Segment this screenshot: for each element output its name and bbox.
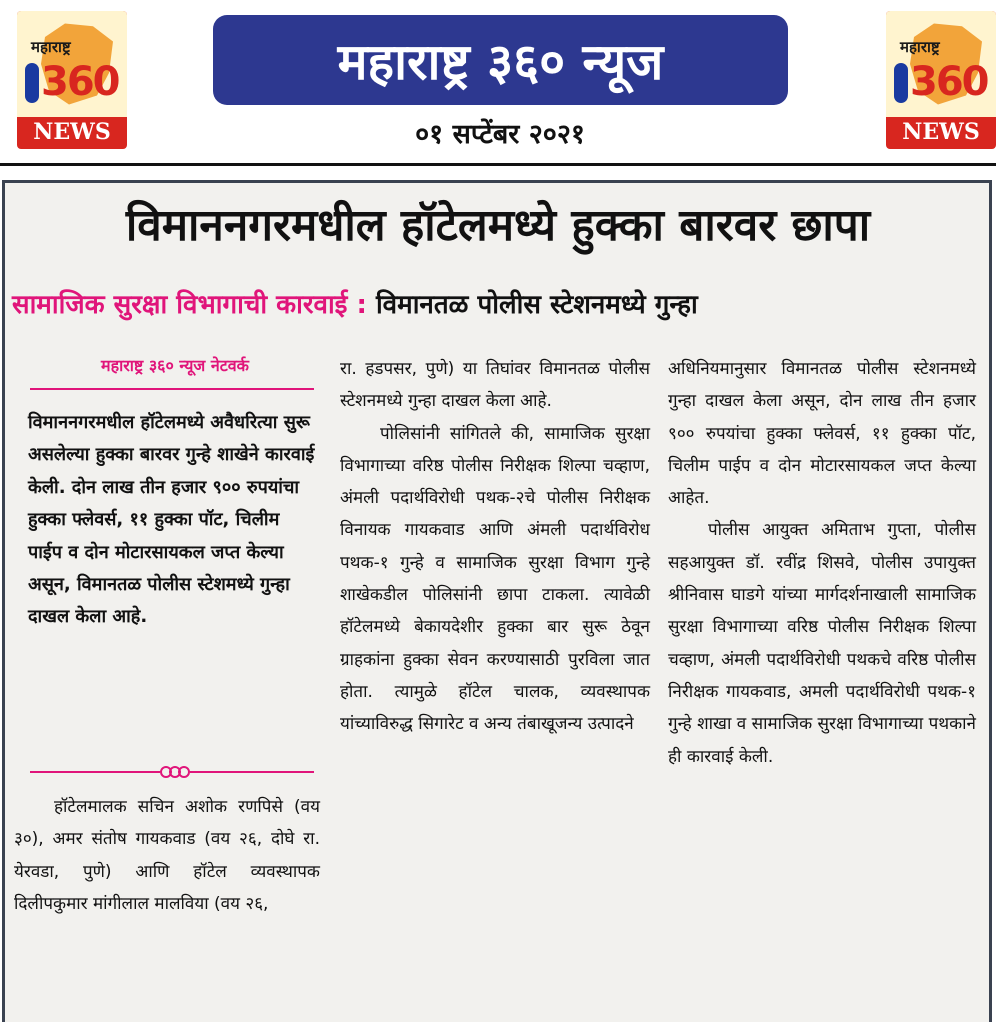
logo-state-text: महाराष्ट्र	[900, 38, 940, 56]
subhead-section: सामाजिक सुरक्षा विभागाची कारवाई :	[12, 290, 367, 320]
column-2-paragraph-2: पोलिसांनी सांगितले की, सामाजिक सुरक्षा विभागाच्या वरिष्ठ पोलीस निरीक्षक शिल्पा चव्हाण, अंमली पदार्थविरोधी पथक-२चे पोलीस निरीक्षक विनायक गायकवाड आणि अंमली पदार्थविरोध पथक-१ गुन्हे व सामाजिक सुरक्षा विभाग गुन्हे शाखेकडील पोलिसांनी छापा टाकला. त्यावेळी हॉटेलमध्ये बेकायदेशीर हुक्का बार सुरू ठेवून ग्राहकांना हुक्का सेवन करण्यासाठी पुरविला जात होता. त्यामुळे हॉटेल चालक, व्यवस्थापक यांच्याविरुद्ध सिगारेट व अन्य तंबाखूजन्य उत्पादने	[340, 423, 650, 735]
column-3	[668, 353, 976, 773]
article-headline: विमाननगरमधील हॉटेलमध्ये हुक्का बारवर छापा	[125, 200, 871, 251]
microphone-icon	[894, 63, 908, 103]
column-3-paragraph-2: पोलीस आयुक्त अमिताभ गुप्ता, पोलीस सहआयुक्त डॉ. रवींद्र शिसवे, पोलीस उपायुक्त श्रीनिवास घाडगे यांच्या मार्गदर्शनाखाली सामाजिक सुरक्षा विभागाच्या वरिष्ठ पोलीस निरीक्षक शिल्पा चव्हाण, अंमली पदार्थविरोधी पथकचे वरिष्ठ पोलीस निरीक्षक गायकवाड, अमली पदार्थविरोधी पथक-१ गुन्हे शाखा व सामाजिक सुरक्षा विभागाच्या पथकाने ही कारवाई केली.	[668, 520, 976, 767]
masthead-divider	[0, 163, 996, 166]
column-1-paragraph: हॉटेलमालक सचिन अशोक रणपिसे (वय ३०), अमर संतोष गायकवाड (वय २६, दोघे रा. येरवडा, पुणे) आणि हॉटेल व्यवस्थापक दिलीपकुमार मांगीलाल मालविया (वय २६,	[14, 797, 320, 914]
microphone-icon	[25, 63, 39, 103]
intro-paragraph: विमाननगरमधील हॉटेलमध्ये अवैधरित्या सुरू असलेल्या हुक्का बारवर गुन्हे शाखेने कारवाई केली. दोन लाख तीन हजार ९०० रुपयांचा हुक्का फ्लेवर्स, ११ हुक्का पॉट, चिलीम पाईप व दोन मोटारसायकल जप्त केल्या असून, विमानतळ पोलीस स्टेशमध्ये गुन्हा दाखल केला आहे.	[28, 412, 315, 628]
logo-number: 360	[41, 59, 119, 105]
column-3-paragraph-1: अधिनियमानुसार विमानतळ पोलीस स्टेशनमध्ये गुन्हा दाखल केला असून, दोन लाख तीन हजार ९०० रुपयांचा हुक्का फ्लेवर्स, ११ हुक्का पॉट, चिलीम पाईप व दोन मोटारसायकल जप्त केल्या आहेत.	[668, 359, 976, 509]
column-2-paragraph-1: रा. हडपसर, पुणे) या तिघांवर विमानतळ पोलीस स्टेशनमध्ये गुन्हा दाखल केला आहे.	[340, 359, 650, 412]
ornament-icon	[160, 764, 190, 778]
logo-right	[886, 11, 996, 149]
edition-date: ०१ सप्टेंबर २०२१	[415, 119, 585, 150]
logo-word: NEWS	[33, 119, 111, 145]
logo-word: NEWS	[902, 119, 980, 145]
logo-number: 360	[910, 59, 988, 105]
logo-state-text: महाराष्ट्र	[31, 38, 71, 56]
ornament-line-right	[190, 771, 314, 773]
column-2	[340, 353, 650, 741]
article-subhead	[12, 285, 987, 321]
logo-left	[17, 11, 127, 149]
byline-underline	[30, 388, 314, 390]
ornament-line-left	[30, 771, 160, 773]
byline: महाराष्ट्र ३६० न्यूज नेटवर्क	[101, 356, 249, 375]
masthead-banner	[213, 15, 788, 105]
masthead-title: महाराष्ट्र ३६० न्यूज	[337, 32, 664, 91]
column-1	[14, 791, 320, 920]
subhead-text: विमानतळ पोलीस स्टेशनमध्ये गुन्हा	[375, 290, 698, 320]
